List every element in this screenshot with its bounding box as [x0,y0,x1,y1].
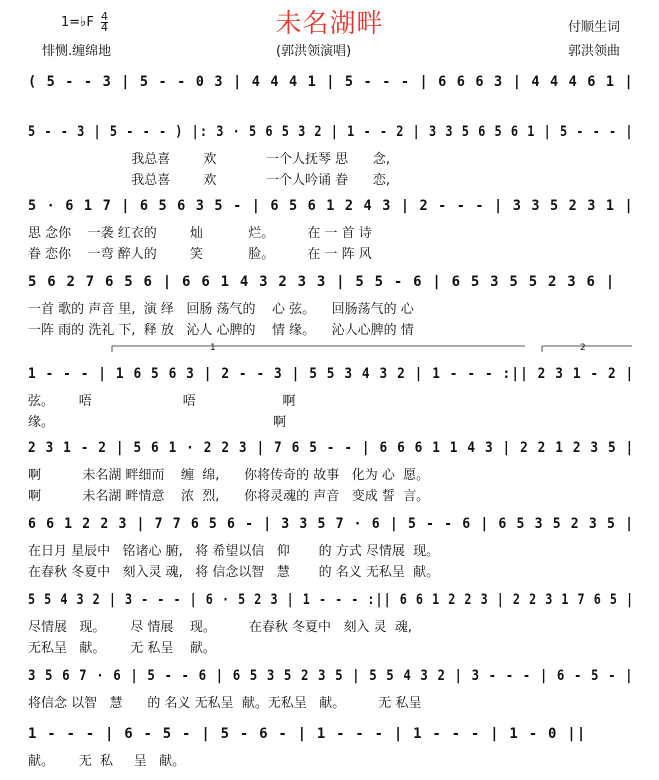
lyric-line: 眷 恋你 一弯 醉人的 笑 脸。 在 一 阵 风 [28,247,372,262]
lyric-line: 思 念你 一袭 红衣的 灿 烂。 在 一 首 诗 [28,226,372,241]
lyric-line: 无私呈 献。 无 私呈 献。 [28,641,216,656]
lyric-line: 我总喜 欢 一个人吟诵 眷 恋, [28,173,391,188]
lyric-line: 我总喜 欢 一个人抚琴 思 念, [28,152,391,167]
second-ending-number: 2 [580,343,586,353]
first-ending-number: 1 [210,343,216,353]
lyric-line: 尽情展 现。 尽 情展 现。 在春秋 冬夏中 刻入 灵 魂, [28,620,412,635]
composer-credit: 郭洪领曲 [568,44,621,59]
lyric-line: 缘。 啊 [28,415,287,430]
lyric-line: 啊 未名湖 畔情意 浓 烈, 你将灵魂的 声音 变成 誓 言。 [28,489,430,504]
lyric-line: 啊 未名湖 畔细而 缠 绵, 你将传奇的 故事 化为 心 愿。 [28,468,430,483]
notation-line: 5 5 4 3 2 | 3 - - - | 6 · 5 2 3 | 1 - - - :|| 6 6 1 2 2 3 | 2 2 3 1 7 6 5 | [28,592,635,608]
time-top: 4 [100,10,108,23]
singer-credit: (郭洪领演唱) [276,44,352,59]
notation-line: 5 - - 3 | 5 - - - ) |: 3 · 5 6 5 3 2 | 1 - - 2 | 3 3 5 6 5 6 1 | 5 - - - | [28,124,634,140]
lyricist-credit: 付顺生词 [568,20,621,35]
notation-line: 2 3 1 - 2 | 5 6 1 · 2 2 3 | 7 6 5 - - | 6 6 6 1 1 4 3 | 2 2 1 2 3 5 | [28,440,635,456]
lyric-line: 在日月 星辰中 铭诸心 腑, 将 希望以信 仰 的 方式 尽情展 现。 [28,544,440,559]
song-title: 未名湖畔 [275,9,384,39]
lyric-line: 献。 无 私 呈 献。 [28,754,186,769]
lyric-line: 一首 歌的 声音 里, 演 绎 回肠 荡气的 心 弦。 回肠荡气的 心 [28,302,414,317]
key-name: F [86,15,94,30]
key-prefix: 1= [61,15,81,30]
notation-line: 1 - - - | 1 6 5 6 3 | 2 - - 3 | 5 5 3 4 3 2 | 1 - - - :|| 2 3 1 - 2 | [28,366,635,382]
notation-line: 6 6 1 2 2 3 | 7 7 6 5 6 - | 3 3 5 7 · 6 | 5 - - 6 | 6 5 3 5 2 3 5 | [28,516,635,532]
notation-line: 3 5 6 7 · 6 | 5 - - 6 | 6 5 3 5 2 3 5 | 5 5 4 3 2 | 3 - - - | 6 - 5 - | [28,668,634,684]
notation-line: 5 · 6 1 7 | 6 5 6 3 5 - | 6 5 6 1 2 4 3 | 2 - - - | 3 3 5 2 3 1 | [28,198,634,214]
lyric-line: 一阵 雨的 洗礼 下, 释 放 沁人 心脾的 情 缘。 沁人心脾的 情 [28,323,414,338]
lyric-line: 将信念 以智 慧 的 名义 无私呈 献。无私呈 献。 无 私呈 [28,696,422,711]
flat-symbol-icon: ♭ [80,15,87,30]
time-signature [101,12,108,33]
notation-line: 1 - - - | 6 - 5 - | 5 - 6 - | 1 - - - | 1 - - - | 1 - 0 || [28,726,587,742]
notation-line: 5 6 2 7 6 5 6 | 6 6 1 4 3 2 3 3 | 5 5 - 6 | 6 5 3 5 5 2 3 6 | [28,274,616,290]
lyric-line: 在春秋 冬夏中 刻入灵 魂, 将 信念以智 慧 的 名义 无私呈 献。 [28,565,440,580]
key-signature [61,12,108,33]
notation-line: ( 5 - - 3 | 5 - - 0 3 | 4 4 4 1 | 5 - - - | 6 6 6 3 | 4 4 4 6 1 | [28,74,634,90]
lyric-line: 弦。 唔 唔 啊 [28,394,296,409]
time-bottom: 4 [100,21,108,34]
mood-marking: 悱恻.缠绵地 [42,44,112,59]
